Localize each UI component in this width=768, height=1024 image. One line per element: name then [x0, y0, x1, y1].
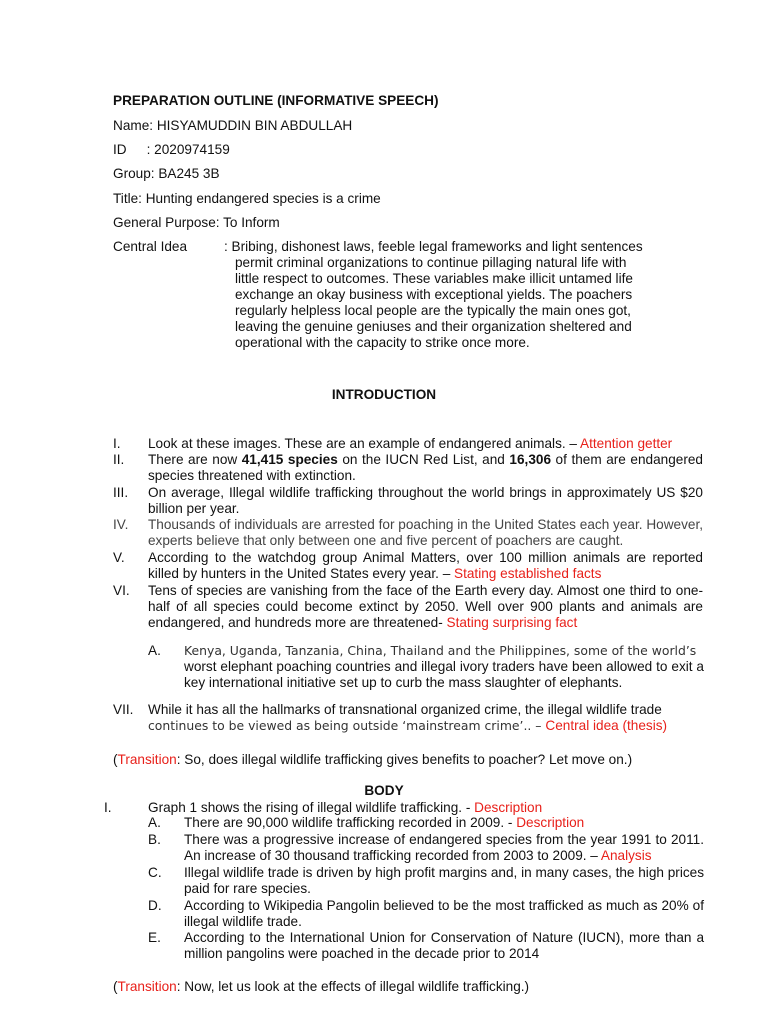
- item-number: VI.: [113, 583, 130, 598]
- description-tag: Description: [516, 815, 585, 830]
- item-text: Tens of species are vanishing from the face of the Earth every day. Almost one third to one-half of all species could become extinct by 2050. Well over 900 plants and animals are endangered, and hundreds more are threatened- Stating surprising fact: [148, 583, 703, 630]
- description-tag: Description: [474, 800, 543, 815]
- item-number: II.: [113, 452, 125, 467]
- item-text: While it has all the hallmarks of transnational organized crime, the illegal wildlife trade continues to be viewed as being outside ‘mainstream crime’.. – Central idea (thesis): [148, 702, 668, 733]
- student-name: Name: HISYAMUDDIN BIN ABDULLAH: [113, 118, 353, 133]
- subitem-text: According to the International Union for Conservation of Nature (IUCN), more than a million pangolins were poached in the decade prior to 2014: [184, 930, 704, 961]
- student-group: Group: BA245 3B: [113, 166, 220, 181]
- item-number: V.: [113, 550, 125, 565]
- species-count: 41,415 species: [241, 452, 338, 467]
- item-number: IV.: [113, 517, 129, 532]
- central-idea-first-line: : Bribing, dishonest laws, feeble legal frameworks and light sentences: [224, 239, 643, 254]
- subitem-text: Kenya, Uganda, Tanzania, China, Thailand and the Philippines, some of the world’s worst elephant poaching countries and illegal ivory traders have been allowed to exit a key international initiative set up to curb the mass slaughter of elephants.: [184, 643, 704, 690]
- surprising-fact-tag: Stating surprising fact: [446, 615, 578, 630]
- introduction-heading: INTRODUCTION: [331, 387, 437, 402]
- subitem-letter: A.: [148, 815, 161, 830]
- central-idea-text: [224, 239, 644, 351]
- outline-title: PREPARATION OUTLINE (INFORMATIVE SPEECH): [113, 93, 439, 108]
- subitem-text: There was a progressive increase of endangered species from the year 1991 to 2011. An increase of 30 thousand trafficking recorded from 2003 to 2009. – Analysis: [184, 832, 704, 863]
- subitem-letter: C.: [148, 865, 162, 880]
- general-purpose: General Purpose: To Inform: [113, 215, 280, 230]
- item-number: I.: [104, 800, 112, 815]
- transition-label: Transition: [117, 752, 177, 767]
- transition-label: Transition: [117, 979, 177, 994]
- subitem-text: There are 90,000 wildlife trafficking recorded in 2009. - Description: [184, 815, 585, 830]
- item-number: III.: [113, 485, 129, 500]
- speech-title: Title: Hunting endangered species is a crime: [113, 191, 381, 206]
- subitem-text: According to Wikipedia Pangolin believed to be the most trafficked as much as 20% of illegal wildlife trade.: [184, 898, 704, 929]
- subitem-letter: B.: [148, 832, 161, 847]
- student-id: [113, 142, 230, 158]
- id-label: ID: [113, 142, 127, 157]
- item-number: VII.: [113, 702, 134, 717]
- item-text: There are now 41,415 species on the IUCN Red List, and 16,306 of them are endangered species threatened with extinction.: [148, 452, 703, 483]
- subitem-letter: A.: [148, 643, 161, 658]
- subitem-text: Illegal wildlife trade is driven by high profit margins and, in many cases, the high prices paid for rare species.: [184, 865, 704, 896]
- transition-2: (Transition: Now, let us look at the effects of illegal wildlife trafficking.): [113, 979, 530, 994]
- item-number: I.: [113, 436, 121, 451]
- body-heading: BODY: [364, 783, 404, 798]
- established-facts-tag: Stating established facts: [454, 566, 602, 581]
- thesis-tag: Central idea (thesis): [545, 718, 668, 733]
- item-text: Graph 1 shows the rising of illegal wildlife trafficking. - Description: [148, 800, 543, 815]
- subitem-letter: E.: [148, 930, 161, 945]
- item-text: According to the watchdog group Animal Matters, over 100 million animals are reported killed by hunters in the United States every year. – Stating established facts: [148, 550, 703, 581]
- transition-1: (Transition: So, does illegal wildlife trafficking gives benefits to poacher? Let move on.): [113, 752, 633, 767]
- item-text: Look at these images. These are an example of endangered animals. – Attention getter: [148, 436, 673, 451]
- subitem-letter: D.: [148, 898, 162, 913]
- id-value: : 2020974159: [146, 142, 230, 157]
- attention-getter-tag: Attention getter: [580, 436, 673, 451]
- endangered-count: 16,306: [509, 452, 551, 467]
- central-idea-continuation: permit criminal organizations to continue pillaging natural life with little respect to outcomes. These variables make illicit untamed life exchange an okay business with exceptional yields. The poachers regularly helpless local people are the typically the main ones got, leaving the genuine geniuses and their organization sheltered and operational with the capacity to strike once more.: [235, 255, 633, 350]
- central-idea-label: Central Idea: [113, 239, 188, 254]
- item-text: On average, Illegal wildlife trafficking throughout the world brings in approximately US $20 billion per year.: [148, 485, 703, 516]
- analysis-tag: Analysis: [600, 848, 652, 863]
- item-text: Thousands of individuals are arrested for poaching in the United States each year. However, experts believe that only between one and five percent of poachers are caught.: [148, 517, 703, 548]
